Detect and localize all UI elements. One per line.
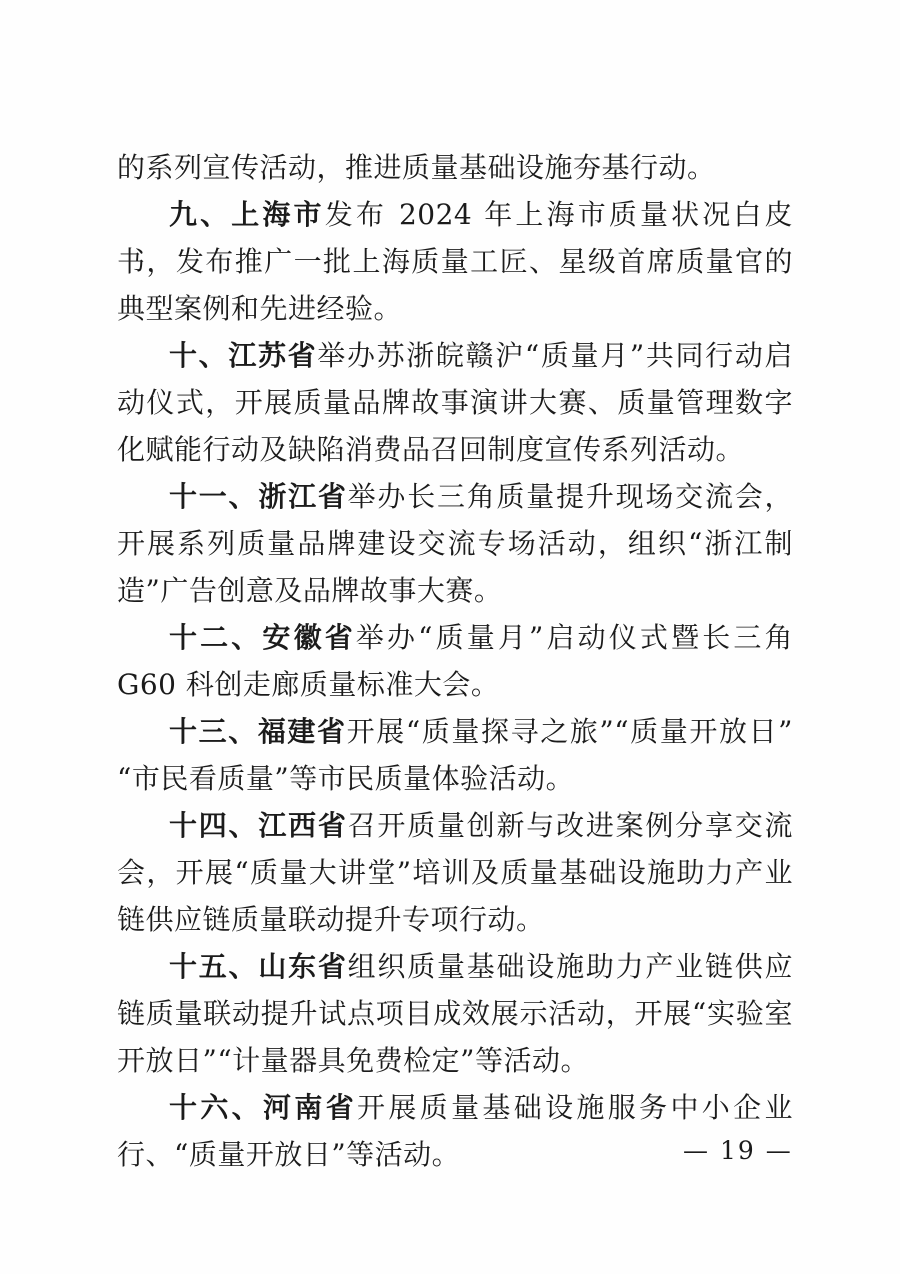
paragraph-lead: 九、上海市 (169, 198, 325, 231)
paragraph-lead: 十、江苏省 (169, 339, 318, 372)
paragraph-text: 开展质量基础设施服务中小企业行、“质量开放日”等活动。 (117, 1091, 793, 1171)
paragraph (117, 802, 793, 943)
paragraph-text: 举办苏浙皖赣沪“质量月”共同行动启动仪式，开展质量品牌故事演讲大赛、质量管理数字化赋能行动及缺陷消费品召回制度宣传系列活动。 (117, 339, 793, 466)
paragraph-text: 举办“质量月”启动仪式暨长三角 G60 科创走廊质量标准大会。 (117, 621, 793, 701)
paragraph-lead: 十五、山东省 (169, 950, 348, 983)
paragraph (117, 144, 793, 191)
paragraph-text: 召开质量创新与改进案例分享交流会，开展“质量大讲堂”培训及质量基础设施助力产业链供应链质量联动提升专项行动。 (117, 809, 793, 936)
paragraph (117, 943, 793, 1084)
paragraph (117, 708, 793, 802)
paragraph (117, 614, 793, 708)
paragraph-text: 举办长三角质量提升现场交流会，开展系列质量品牌建设交流专场活动，组织“浙江制造”广告创意及品牌故事大赛。 (117, 480, 793, 607)
paragraph-lead: 十二、安徽省 (169, 621, 356, 654)
paragraph (117, 332, 793, 473)
paragraph-text: 开展“质量探寻之旅”“质量开放日”“市民看质量”等市民质量体验活动。 (117, 715, 793, 795)
paragraph-lead: 十三、福建省 (169, 715, 347, 748)
paragraph-text: 的系列宣传活动，推进质量基础设施夯基行动。 (117, 151, 716, 184)
paragraph-lead: 十四、江西省 (169, 809, 348, 842)
paragraph-lead: 十六、河南省 (169, 1091, 358, 1124)
paragraph-text: 发布 2024 年上海市质量状况白皮书，发布推广一批上海质量工匠、星级首席质量官的典型案例和先进经验。 (117, 198, 793, 325)
paragraph (117, 473, 793, 614)
paragraph (117, 191, 793, 332)
paragraph-lead: 十一、浙江省 (169, 480, 348, 513)
paragraph-text: 组织质量基础设施助力产业链供应链质量联动提升试点项目成效展示活动，开展“实验室开放日”“计量器具免费检定”等活动。 (117, 950, 793, 1077)
document-body (117, 144, 793, 1178)
page-number: — 19 — (683, 1136, 793, 1165)
